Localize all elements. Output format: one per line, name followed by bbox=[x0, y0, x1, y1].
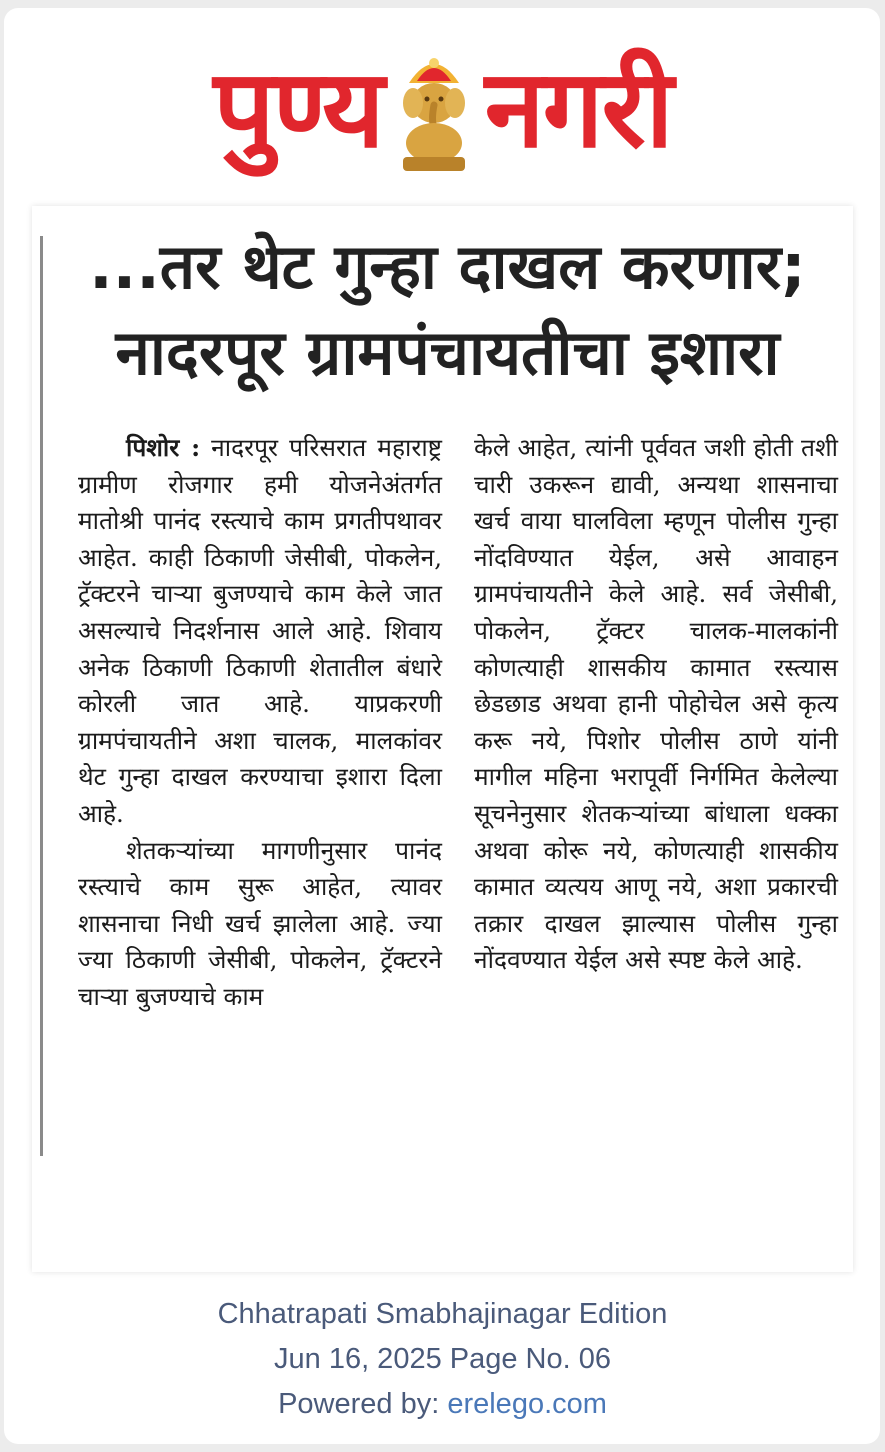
news-clipping bbox=[32, 206, 853, 1272]
ganesha-idol-icon bbox=[389, 45, 479, 175]
headline-line-2: नादरपूर ग्रामपंचायतीचा इशारा bbox=[115, 316, 780, 389]
headline-line-1: ...तर थेट गुन्हा दाखल करणार; bbox=[89, 230, 806, 303]
powered-by-prefix: Powered by: bbox=[278, 1388, 448, 1420]
article-dateline: पिशोर : bbox=[126, 433, 201, 462]
article-headline bbox=[52, 224, 843, 396]
article-column-1 bbox=[78, 430, 442, 1250]
masthead-word-left: पुण्य bbox=[213, 47, 383, 172]
paragraph-text: केले आहेत, त्यांनी पूर्ववत जशी होती तशी चारी उकरून द्यावी, अन्यथा शासनाचा खर्च वाया घालविला म्हणून पोलीस गुन्हा नोंदविण्यात येईल, असे आवाहन ग्रामपंचायतीने केले आहे. सर्व जेसीबी, पोकलेन, ट्रॅक्टर चालक-मालकांनी कोणत्याही शासकीय कामात रस्त्यास छेडछाड अथवा हानी पोहोचेल असे कृत्य करू नये, पिशोर पोलीस ठाणे यांनी मागील महिना भरापूर्वी निर्गमित केलेल्या सूचनेनुसार शेतकऱ्यांच्या बांधाला धक्का अथवा कोरू नये, कोणत्याही शासकीय कामात व्यत्यय आणू नये, अशा प्रकारची तक्रार दाखल झाल्यास पोलीस गुन्हा नोंदवण्यात येईल असे स्पष्ट केले आहे. bbox=[474, 433, 838, 975]
article-body bbox=[78, 430, 838, 1250]
edition-name: Chhatrapati Smabhajinagar Edition bbox=[217, 1298, 668, 1330]
newspaper-masthead bbox=[0, 20, 885, 200]
paragraph-text: शेतकऱ्यांच्या मागणीनुसार पानंद रस्त्याचे काम सुरू आहेत, त्यावर शासनाचा निधी खर्च झालेला आहे. ज्या ज्या ठिकाणी जेसीबी, पोकलेन, ट्रॅक्टरने चाऱ्या बुजण्याचे काम bbox=[78, 835, 442, 1011]
edition-date-page: Jun 16, 2025 Page No. 06 bbox=[274, 1343, 611, 1375]
powered-by bbox=[0, 1382, 885, 1427]
clipping-edge-rule bbox=[40, 236, 43, 1156]
article-column-2 bbox=[474, 430, 838, 1250]
erelego-link[interactable]: erelego.com bbox=[447, 1388, 607, 1420]
edition-footer bbox=[0, 1292, 885, 1427]
paragraph-text: नादरपूर परिसरात महाराष्ट्र ग्रामीण रोजगार हमी योजनेअंतर्गत मातोश्री पानंद रस्त्याचे काम प्रगतीपथावर आहेत. काही ठिकाणी जेसीबी, पोकलेन, ट्रॅक्टरने चाऱ्या बुजण्याचे काम केले जात असल्याचे निदर्शनास आले आहे. शिवाय अनेक ठिकाणी ठिकाणी शेतातील बंधारे कोरली जात आहे. याप्रकरणी ग्रामपंचायतीने अशा चालक, मालकांवर थेट गुन्हा दाखल करण्याचा इशारा दिला आहे. bbox=[78, 433, 442, 828]
article-paragraph bbox=[474, 430, 838, 979]
article-paragraph bbox=[78, 430, 442, 833]
article-paragraph bbox=[78, 833, 442, 1016]
masthead-word-right: नगरी bbox=[484, 47, 672, 172]
